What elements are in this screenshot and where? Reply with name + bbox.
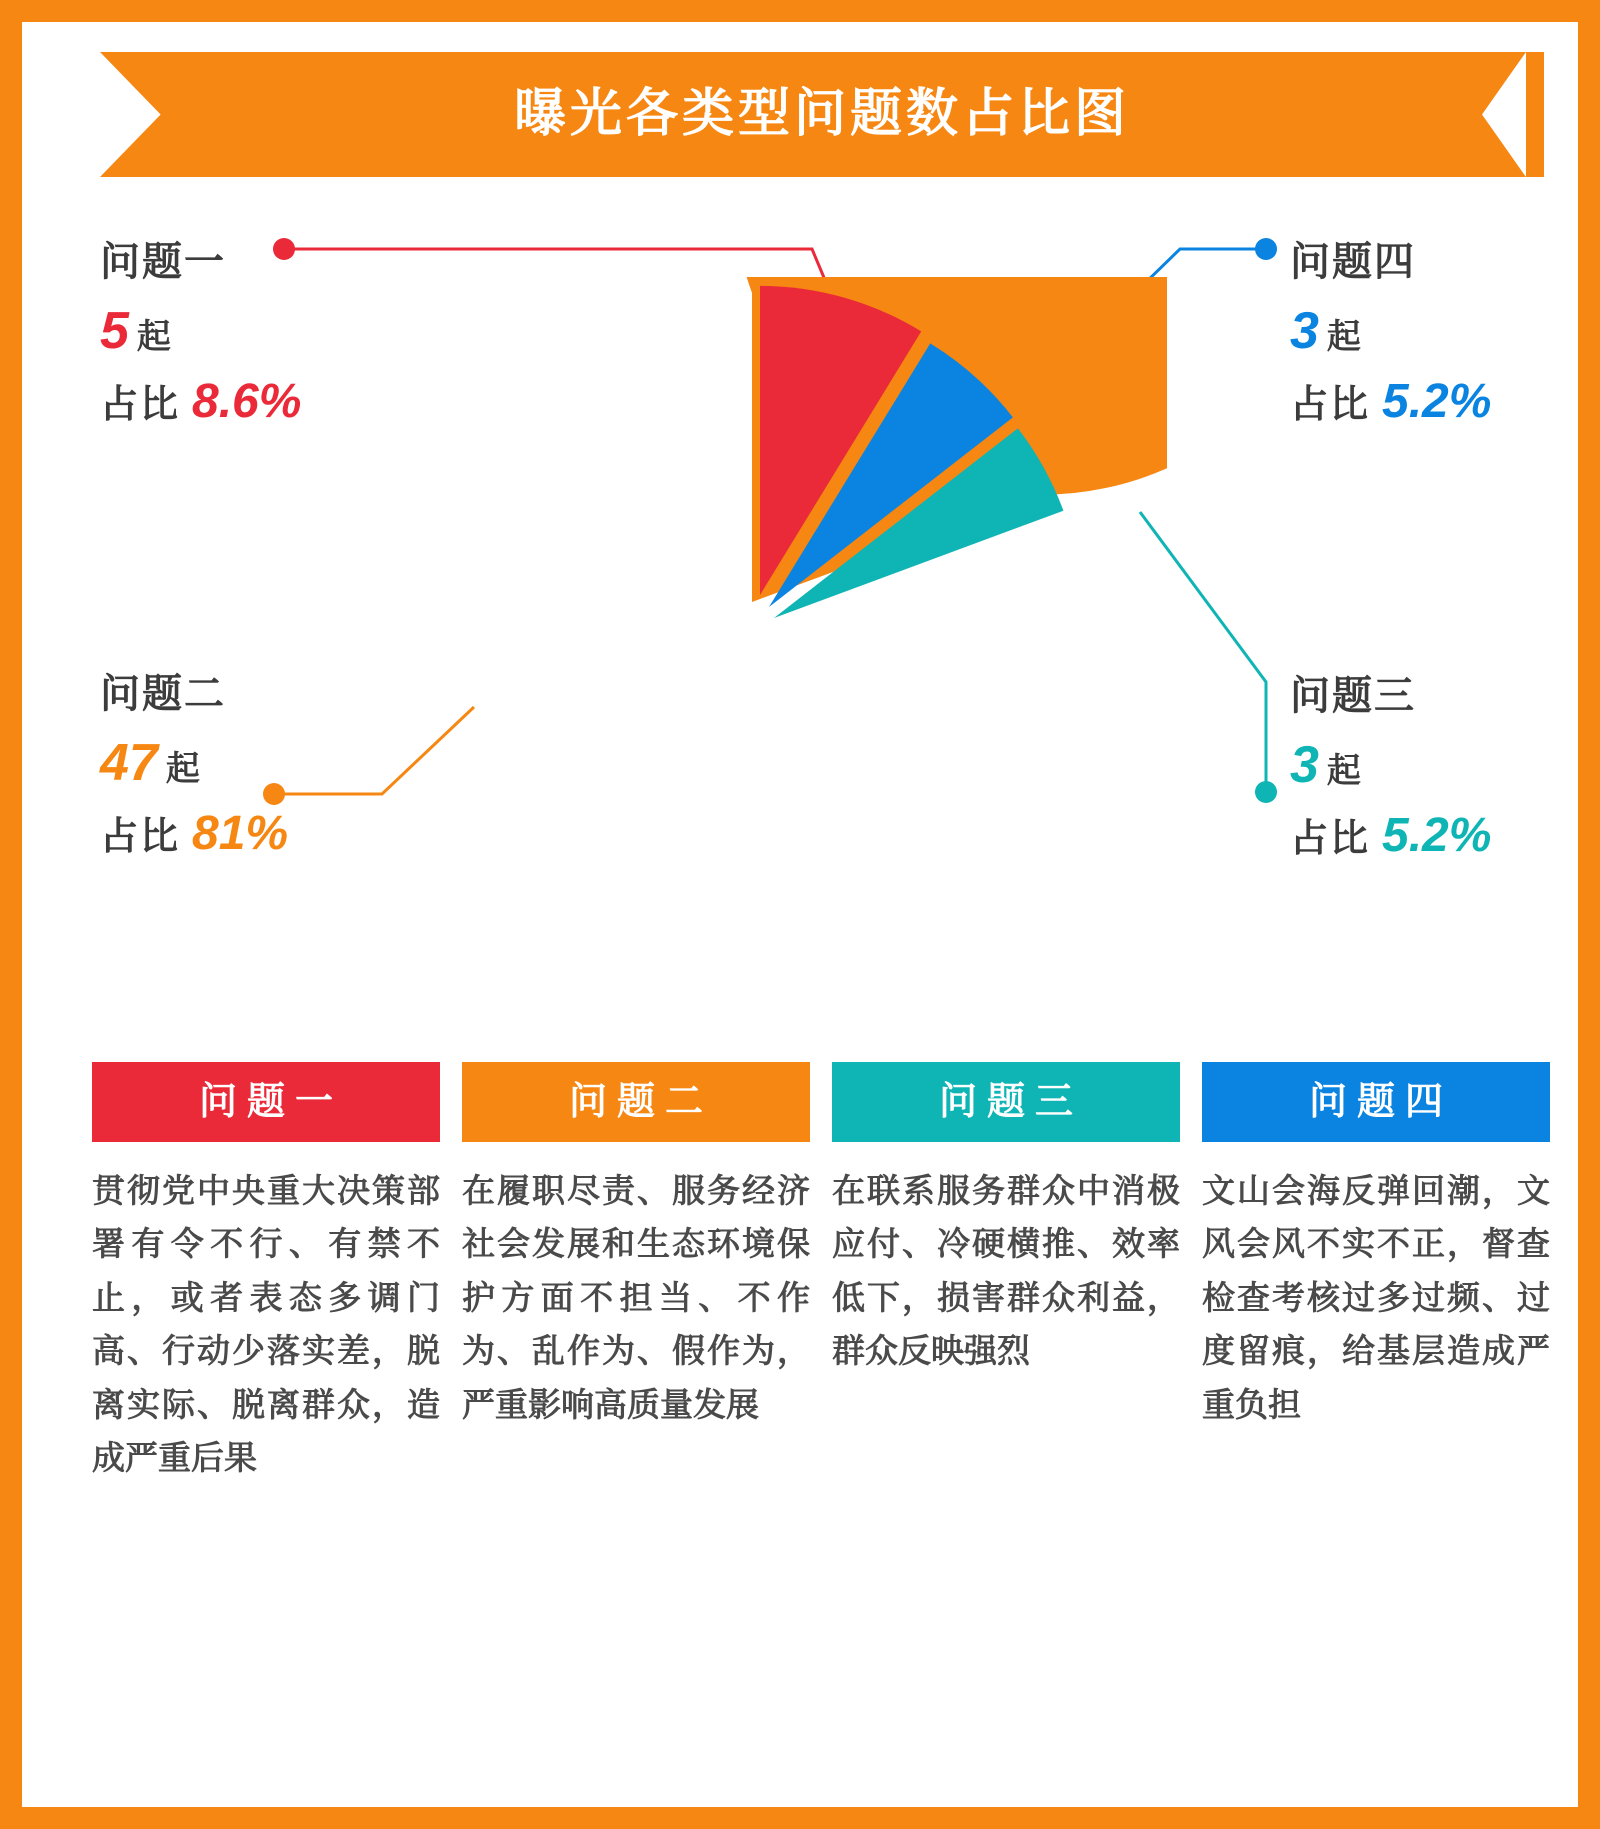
poster-inner: [22, 22, 1578, 1807]
callout-q3-pct: 5.2%: [1382, 809, 1492, 862]
callout-q4-name: 问题四: [1290, 240, 1416, 284]
page-title: 曝光各类型问题数占比图: [513, 85, 1130, 143]
card-q4: [1202, 1062, 1550, 1485]
callout-q3: [1290, 664, 1491, 863]
pie-slices: [477, 277, 1167, 977]
callout-q1-name: 问题一: [100, 240, 226, 284]
callout-q1-pct-label: 占比: [100, 384, 181, 426]
title-banner: [100, 52, 1544, 177]
card-q1-text: 贯彻党中央重大决策部署有令不行、有禁不止，或者表态多调门高、行动少落实差，脱离实际、脱离群众，造成严重后果: [92, 1172, 440, 1477]
callout-q1: [100, 230, 301, 429]
callout-q1-pct: 8.6%: [192, 375, 302, 428]
callout-q2-pct-row: [100, 805, 288, 861]
callout-q4-count-row: [1290, 301, 1491, 361]
callout-q4-pct-row: [1290, 373, 1491, 429]
callout-q4-pct-label: 占比: [1290, 384, 1371, 426]
callout-q3-count-row: [1290, 735, 1491, 795]
callout-q2-pct: 81%: [192, 807, 289, 860]
card-q3-title: 问题三: [832, 1062, 1180, 1142]
callout-q3-unit: 起: [1326, 752, 1361, 790]
callout-q2-pct-label: 占比: [100, 816, 181, 858]
callout-q4-unit: 起: [1326, 318, 1361, 356]
callout-q3-name: 问题三: [1290, 674, 1416, 718]
callout-q1-unit: 起: [136, 318, 171, 356]
card-q4-title: 问题四: [1202, 1062, 1550, 1142]
card-q1-title: 问题一: [92, 1062, 440, 1142]
card-q2: [462, 1062, 810, 1485]
callout-q2-count-row: [100, 733, 288, 793]
callout-q4-count: 3: [1290, 302, 1319, 360]
card-q1: [92, 1062, 440, 1485]
callout-q2-unit: 起: [165, 750, 200, 788]
callout-q3-count: 3: [1290, 736, 1319, 794]
callout-q2: [100, 662, 288, 861]
card-q4-text: 文山会海反弹回潮，文风会风不实不正，督查检查考核过多过频、过度留痕，给基层造成严重负担: [1202, 1172, 1550, 1423]
card-q3-text: 在联系服务群众中消极应付、冷硬横推、效率低下，损害群众利益，群众反映强烈: [832, 1172, 1180, 1370]
card-q2-title: 问题二: [462, 1062, 810, 1142]
callout-q2-count: 47: [100, 734, 158, 792]
callout-q3-pct-label: 占比: [1290, 818, 1371, 860]
card-q3: [832, 1062, 1180, 1485]
callout-q4: [1290, 230, 1491, 429]
callout-q2-name: 问题二: [100, 672, 226, 716]
callout-q1-count: 5: [100, 302, 129, 360]
description-cards: [92, 1062, 1552, 1485]
card-q2-text: 在履职尽责、服务经济社会发展和生态环境保护方面不担当、不作为、乱作为、假作为，严重影响高质量发展: [462, 1172, 810, 1423]
callout-q1-count-row: [100, 301, 301, 361]
pie-chart-area: [22, 202, 1600, 1052]
callout-q3-pct-row: [1290, 807, 1491, 863]
callout-q4-pct: 5.2%: [1382, 375, 1492, 428]
callout-q1-pct-row: [100, 373, 301, 429]
